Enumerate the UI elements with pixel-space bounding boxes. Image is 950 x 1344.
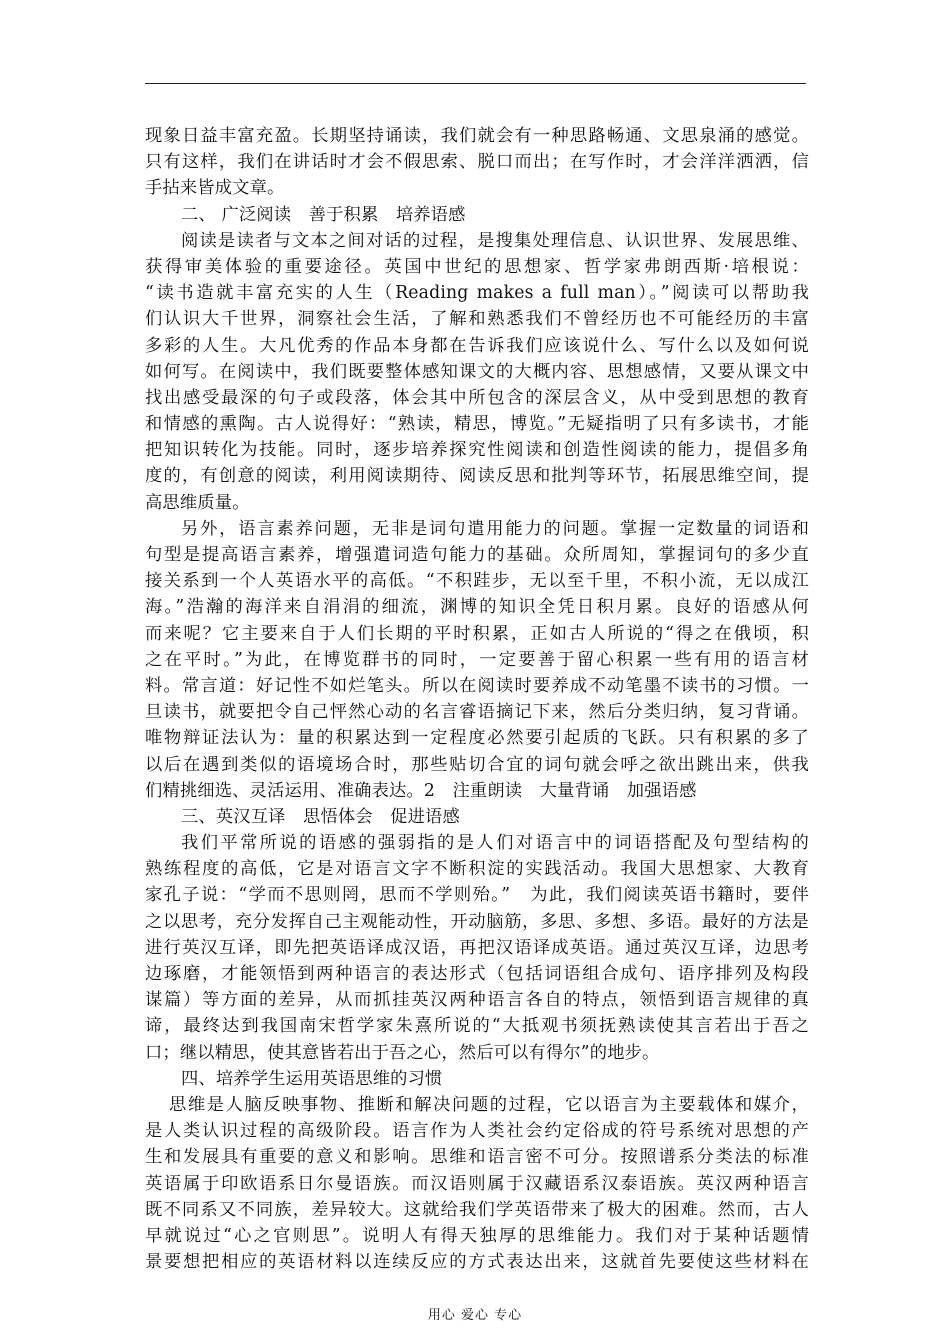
text-line: 们认识大千世界，洞察社会生活，了解和熟悉我们不曾经历也不可能经历的丰富 [145, 309, 809, 330]
text-line: 是人类认识过程的高级阶段。语言作为人类社会约定俗成的符号系统对思想的产 [145, 1121, 809, 1142]
text-line: 找出感受最深的句子或段落，体会其中所包含的深层含义，从中受到思想的教育 [145, 387, 809, 408]
text-line: 进行英汉互译，即先把英语译成汉语，再把汉语译成英语。通过英汉互译，边思考 [145, 937, 809, 958]
text-line: 现象日益丰富充盈。长期坚持诵读，我们就会有一种思路畅通、文思泉涌的感觉。 [145, 126, 809, 146]
text-line: 而来呢？它主要来自于人们长期的平时积累，正如古人所说的“得之在俄顷，积 [145, 623, 809, 644]
text-line: 高思维质量。 [145, 492, 250, 513]
text-line: 口；继以精思，使其意皆若出于吾之心，然后可以有得尔”的地步。 [145, 1042, 660, 1063]
text-line: 阅读是读者与文本之间对话的过程，是搜集处理信息、认识世界、发展思维、 [181, 230, 809, 251]
text-line: 生和发展具有重要的意义和影响。思维和语言密不可分。按照谱系分类法的标准 [145, 1147, 809, 1168]
text-line: 家孔子说：“学而不思则罔，思而不学则殆。” 为此，我们阅读英语书籍时，要伴 [145, 885, 809, 906]
text-line: 手拈来皆成文章。 [145, 178, 285, 199]
text-line: 我们平常所说的语感的强弱指的是人们对语言中的词语搭配及句型结构的 [181, 833, 809, 854]
text-line: 获得审美体验的重要途径。英国中世纪的思想家、哲学家弗朗西斯·培根说： [145, 256, 809, 277]
text-line: 之在平时。”为此，在博览群书的同时，一定要善于留心积累一些有用的语言材 [145, 649, 809, 670]
section-heading: 三、英汉互译 思悟体会 促进语感 [181, 806, 460, 827]
text-line: 多彩的人生。大凡优秀的作品本身都在告诉我们应该说什么、写什么以及如何说 [145, 335, 809, 356]
text-line: 之以思考，充分发挥自己主观能动性，开动脑筋，多思、多想、多语。最好的方法是 [145, 911, 809, 932]
text-line: 句型是提高语言素养，增强遣词造句能力的基础。众所周知，掌握词句的多少直 [145, 545, 809, 565]
page-footer: 用心 爱心 专心 [427, 1308, 523, 1323]
text-line: 景要想把相应的英语材料以连续反应的方式表达出来，这就首先要使这些材料在 [145, 1252, 809, 1273]
text-line: 度的，有创意的阅读，利用阅读期待、阅读反思和批判等环节，拓展思维空间，提 [145, 466, 809, 487]
text-line: 接关系到一个人英语水平的高低。“不积跬步，无以至千里，不积小流，无以成江 [145, 571, 809, 592]
text-line: 谋篇）等方面的差异，从而抓挂英汉两种语言各自的特点，领悟到语言规律的真 [145, 990, 809, 1011]
text-line: 如何写。在阅读中，我们既要整体感知课文的大概内容、思想感情，又要从课文中 [145, 361, 809, 382]
text-line: 以后在遇到类似的语境场合时，那些贴切合宜的词句就会呼之欲出跳出来，供我 [145, 754, 809, 775]
text-line: 只有这样，我们在讲话时才会不假思索、脱口而出；在写作时，才会洋洋洒洒，信 [145, 152, 809, 173]
text-line: 谛，最终达到我国南宋哲学家朱熹所说的“大抵观书须抚熟读使其言若出于吾之 [145, 1016, 809, 1037]
text-line [145, 1275, 809, 1301]
text-line: 熟练程度的高低，它是对语言文字不断积淀的实践活动。我国大思想家、大教育 [145, 859, 809, 880]
document-body [145, 123, 809, 1301]
text-line: 既不同系又不同族，差异较大。这就给我们学英语带来了极大的困难。然而，古人 [145, 1199, 809, 1220]
text-line: 海。”浩瀚的海洋来自涓涓的细流，渊博的知识全凭日积月累。良好的语感从何 [145, 597, 809, 618]
text-line: 英语属于印欧语系日尔曼语族。而汉语则属于汉藏语系汉泰语族。英汉两种语言 [145, 1173, 809, 1194]
text-line: 料。常言道：好记性不如烂笔头。所以在阅读时要养成不动笔墨不读书的习惯。一 [145, 675, 809, 696]
text-line: 思维是人脑反映事物、推断和解决问题的过程，它以语言为主要载体和媒介， [169, 1094, 809, 1115]
header-rule [145, 83, 806, 84]
section-heading: 四、培养学生运用英语思维的习惯 [181, 1068, 443, 1089]
text-line: 边琢磨，才能领悟到两种语言的表达形式（包括词语组合成句、语序排列及构段 [145, 964, 809, 984]
text-line: 另外，语言素养问题，无非是词句遣用能力的问题。掌握一定数量的词语和 [181, 518, 809, 539]
text-line: “读书造就丰富充实的人生（Reading makes a full man）。”阅读可以帮助我 [145, 283, 809, 304]
text-line: 把知识转化为技能。同时，逐步培养探究性阅读和创造性阅读的能力，提倡多角 [145, 440, 809, 461]
section-heading: 二、 广泛阅读 善于积累 培养语感 [181, 204, 466, 225]
text-line: 唯物辩证法认为：量的积累达到一定程度必然要引起质的飞跃。只有积累的多了 [145, 728, 809, 749]
text-line: 和情感的熏陶。古人说得好：“熟读，精思，博览。”无疑指明了只有多读书，才能 [145, 414, 809, 435]
text-line: 旦读书，就要把令自己怦然心动的名言睿语摘记下来，然后分类归纳，复习背诵。 [145, 702, 809, 723]
text-line: 早就说过“心之官则思”。说明人有得天独厚的思维能力。我们对于某种话题情 [145, 1225, 809, 1246]
text-line: 们精挑细选、灵活运用、准确表达。2 注重朗读 大量背诵 加强语感 [145, 780, 697, 801]
